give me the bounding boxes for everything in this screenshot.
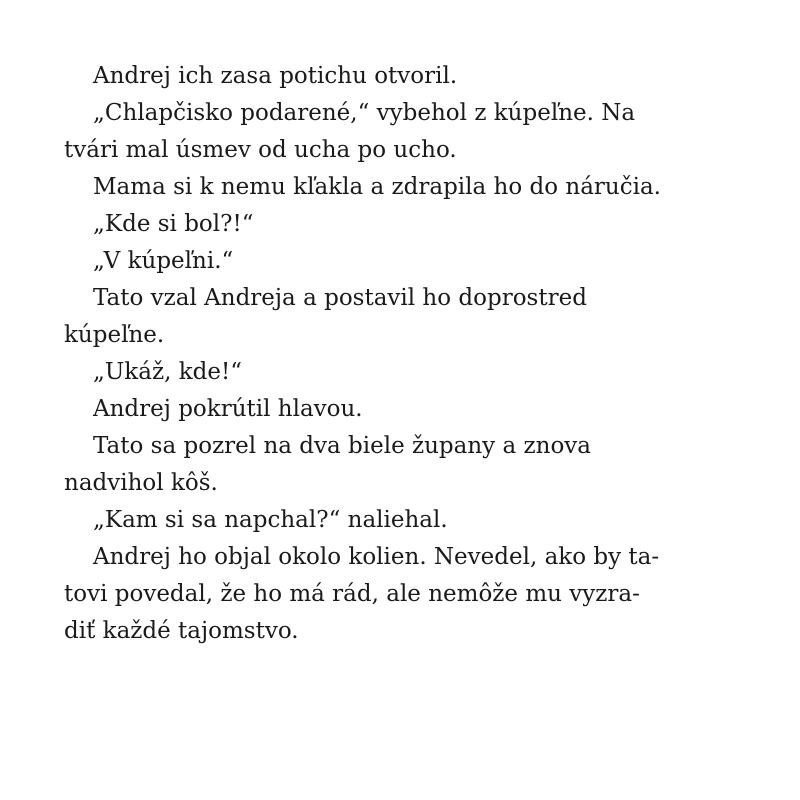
text-line: Tato vzal Andreja a postavil ho doprostred [93, 285, 587, 311]
text-line: Tato sa pozrel na dva biele župany a znova [93, 433, 591, 459]
text-line: tvári mal úsmev od ucha po ucho. [64, 137, 457, 163]
text-line: kúpeľne. [64, 322, 165, 348]
text-line: diť každé tajomstvo. [64, 618, 299, 644]
text-line: „Chlapčisko podarené,“ vybehol z kúpeľne. Na [93, 100, 636, 126]
text-line: „Ukáž, kde!“ [93, 359, 242, 385]
text-line: Andrej ho objal okolo kolien. Nevedel, ako by ta- [93, 544, 660, 570]
text-line: nadvihol kôš. [64, 470, 218, 496]
story-text [64, 58, 744, 650]
text-line: „V kúpeľni.“ [93, 248, 234, 274]
text-line: „Kde si bol?!“ [93, 211, 254, 237]
text-line: tovi povedal, že ho má rád, ale nemôže mu vyzra- [64, 581, 640, 607]
text-line: Andrej ich zasa potichu otvoril. [93, 63, 458, 89]
text-line: Mama si k nemu kľakla a zdrapila ho do náručia. [93, 174, 661, 200]
text-line: Andrej pokrútil hlavou. [93, 396, 363, 422]
text-line: „Kam si sa napchal?“ naliehal. [93, 507, 448, 533]
